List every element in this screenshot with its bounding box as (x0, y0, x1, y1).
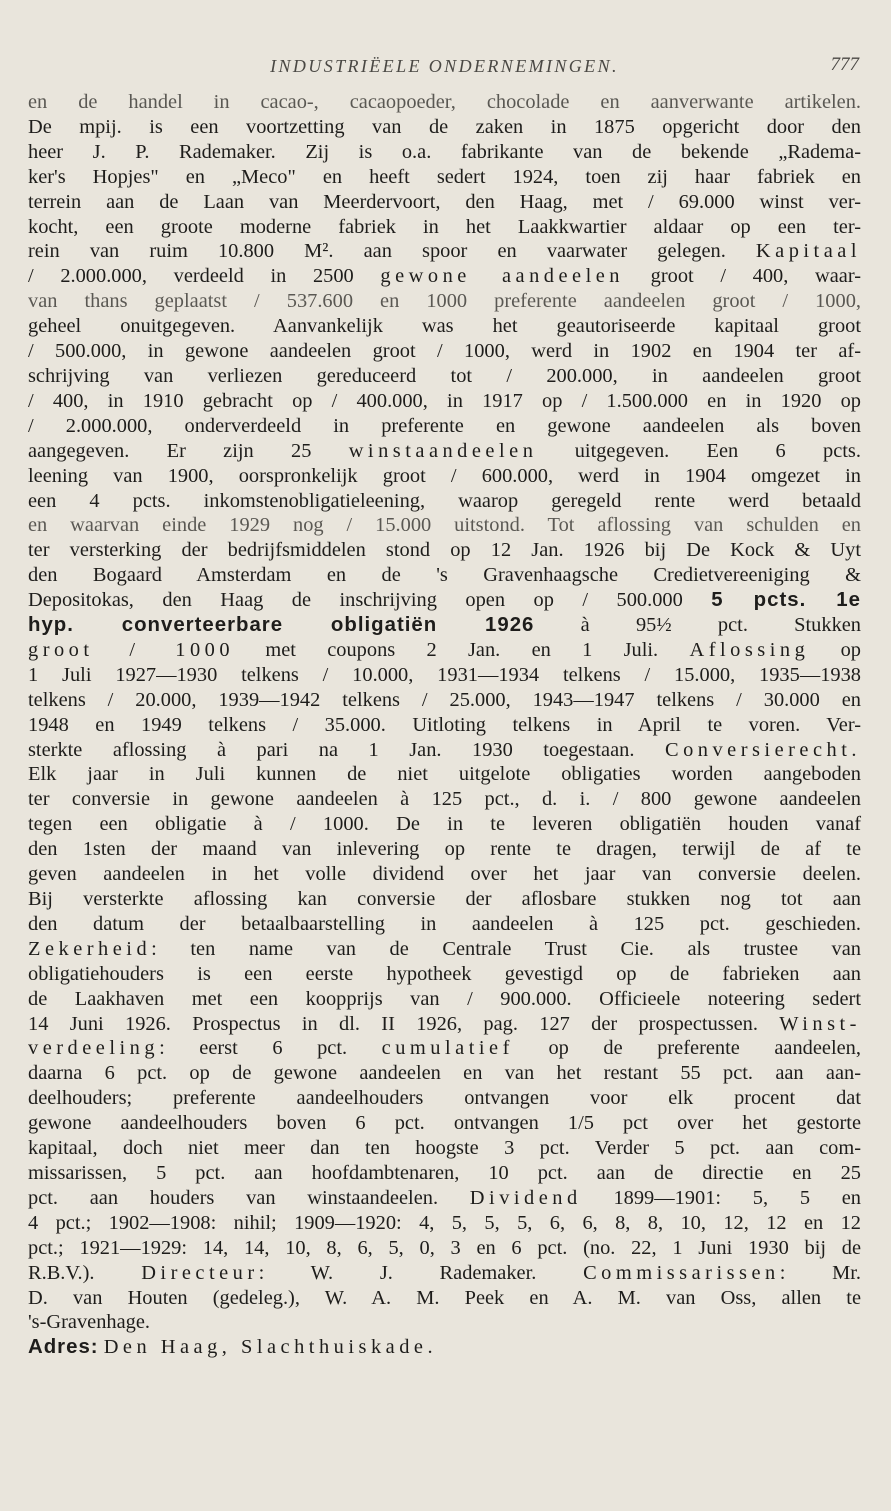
page-number: 777 (830, 54, 859, 75)
text-line: kapitaal, doch niet meer dan ten hoogste 3 pct. Verder 5 pct. aan com- (28, 1137, 861, 1160)
text-line (28, 1186, 861, 1211)
text-line: terrein aan de Laan van Meerdervoort, den Haag, met / 69.000 winst ver- (28, 190, 861, 213)
text-fragment: sterkte aflossing à pari na 1 Jan. 1930 toegestaan. (28, 738, 635, 761)
text-fragment: / 2.000.000, verdeeld in 2500 (28, 265, 354, 288)
section-label-kapitaal: Kapitaal (755, 240, 861, 263)
text-line: pct.; 1921—1929: 14, 14, 10, 8, 6, 5, 0, 3 en 6 pct. (no. 22, 1 Juni 1930 bij de (28, 1236, 861, 1259)
text-fragment: à 95½ pct. Stukken (580, 614, 862, 637)
running-head (28, 46, 861, 76)
running-head-title: INDUSTRIËELE ONDERNEMINGEN. (270, 56, 619, 76)
text-fragment: : Mr. (779, 1261, 861, 1284)
text-fragment: 14 Juni 1926. Prospectus in dl. II 1926, pag. 127 der prospectussen. (28, 1012, 758, 1035)
text-line: 's-Gravenhage. (28, 1311, 150, 1334)
text-fragment: aangegeven. Er zijn 25 (28, 439, 312, 462)
text-line (28, 588, 861, 613)
text-fragment: op de preferente aandeelen, (548, 1037, 861, 1060)
section-label-zekerheid: Zekerheid (28, 937, 152, 960)
section-label-verdeeling: verdeeling (28, 1037, 160, 1060)
text-line: kocht, een groote moderne fabriek in het Laakkwartier aldaar op een ter- (28, 215, 861, 238)
text-fragment: Depositokas, den Haag de inschrijving open op / 500.000 (28, 589, 683, 612)
text-line (28, 1012, 861, 1037)
text-fragment: R.B.V.). (28, 1261, 95, 1284)
text-line: gewone aandeelhouders boven 6 pct. ontvangen 1/5 pct over het gestorte (28, 1112, 861, 1135)
text-line: geheel onuitgegeven. Aanvankelijk was het geautoriseerde kapitaal groot (28, 315, 861, 338)
section-label-winst: Winst- (779, 1012, 861, 1035)
text-line (28, 239, 861, 264)
text-fragment: met coupons 2 Jan. en 1 Juli. (265, 638, 659, 661)
address-line (28, 1335, 861, 1360)
section-label-dividend: Dividend (469, 1186, 582, 1209)
text-line: Elk jaar in Juli kunnen de niet uitgelote obligaties worden aangeboden (28, 763, 861, 786)
section-label-aflossing: Aflossing (689, 638, 810, 661)
section-label-commissarissen: Commissarissen (583, 1261, 780, 1284)
text-line (28, 738, 861, 763)
text-line: schrijving van verliezen gereduceerd tot / 200.000, in aandeelen groot (28, 364, 861, 387)
text-line (28, 1036, 861, 1061)
text-line: en de handel in cacao-, cacaopoeder, chocolade en aanverwante artikelen. (28, 91, 861, 113)
section-label-conversierecht: Conversierecht. (664, 738, 861, 761)
text-line: geven aandeelen in het volle dividend over het jaar van conversie deelen. (28, 863, 861, 886)
text-line: heer J. P. Rademaker. Zij is o.a. fabrikante van de bekende „Radema- (28, 140, 861, 163)
text-line: missarissen, 5 pct. aan hoofdambtenaren, 10 pct. aan de directie en 25 (28, 1161, 861, 1184)
text-fragment: groot / 400, waar- (650, 265, 861, 288)
bond-heading: hyp. converteerbare obligatiën 1926 (28, 614, 535, 637)
text-line (28, 439, 861, 464)
text-line: / 500.000, in gewone aandeelen groot / 1000, werd in 1902 en 1904 ter af- (28, 340, 861, 363)
text-line: ter conversie in gewone aandeelen à 125 pct., d. i. / 800 gewone aandeelen (28, 788, 861, 811)
text-line: obligatiehouders is een eerste hypotheek gevestigd op de fabrieken aan (28, 962, 861, 985)
text-line: den Bogaard Amsterdam en de 's Gravenhaagsche Credietvereeniging & (28, 564, 861, 587)
spaced-term: groot / 1000 (28, 638, 235, 661)
text-fragment: uitgegeven. Een 6 pcts. (574, 439, 861, 462)
text-line: 1 Juli 1927—1930 telkens / 10.000, 1931—1934 telkens / 15.000, 1935—1938 (28, 663, 861, 686)
text-line: / 2.000.000, onderverdeeld in preferente en gewone aandeelen als boven (28, 414, 861, 437)
company-description (28, 90, 861, 1360)
text-line: telkens / 20.000, 1939—1942 telkens / 25.000, 1943—1947 telkens / 30.000 en (28, 688, 861, 711)
text-line (28, 613, 861, 638)
text-line: een 4 pcts. inkomstenobligatieleening, waarop geregeld rente werd betaald (28, 489, 861, 512)
text-line (28, 264, 861, 289)
text-line (28, 1261, 861, 1286)
address-label: Adres: (28, 1336, 99, 1359)
address-value: Den Haag, Slachthuiskade. (103, 1336, 438, 1359)
spaced-term: winstaandeelen (348, 439, 538, 462)
text-line: De mpij. is een voortzetting van de zaken in 1875 opgericht door den (28, 115, 861, 138)
bond-heading: 5 pcts. 1e (711, 589, 861, 612)
section-label-directeur: Directeur (141, 1261, 259, 1284)
text-fragment: op (840, 638, 861, 661)
text-line: den 1sten der maand van inlevering op rente te dragen, terwijl de af te (28, 838, 861, 861)
text-line: ker's Hopjes" en „Meco" en heeft sedert 1924, toen zij haar fabriek en (28, 165, 861, 188)
text-line (28, 638, 861, 663)
text-line: / 400, in 1910 gebracht op / 400.000, in 1917 op / 1.500.000 en in 1920 op (28, 389, 861, 412)
text-line: 4 pct.; 1902—1908: nihil; 1909—1920: 4, 5, 5, 5, 6, 6, 8, 8, 10, 12, 12 en 12 (28, 1211, 861, 1234)
text-line: den datum der betaalbaarstelling in aandeelen à 125 pct. geschieden. (28, 912, 861, 935)
text-line: tegen een obligatie à / 1000. De in te leveren obligatiën houden vanaf (28, 813, 861, 836)
text-line: ter versterking der bedrijfsmiddelen stond op 12 Jan. 1926 bij De Kock & Uyt (28, 539, 861, 562)
text-line: deelhouders; preferente aandeelhouders ontvangen voor elk procent dat (28, 1087, 861, 1110)
text-line: leening van 1900, oorspronkelijk groot / 600.000, werd in 1904 omgezet in (28, 464, 861, 487)
text-fragment: : W. J. Rademaker. (258, 1261, 537, 1284)
text-fragment: rein van ruim 10.800 M². aan spoor en vaarwater gelegen. (28, 240, 726, 263)
text-line: 1948 en 1949 telkens / 35.000. Uitloting telkens in April te voren. Ver- (28, 713, 861, 736)
text-fragment: : eerst 6 pct. (159, 1037, 348, 1060)
text-line: D. van Houten (gedeleg.), W. A. M. Peek en A. M. van Oss, allen te (28, 1286, 861, 1309)
spaced-term: gewone aandeelen (380, 265, 624, 288)
text-fragment: pct. aan houders van winstaandeelen. (28, 1186, 439, 1209)
text-line: Bij versterkte aflossing kan conversie der aflosbare stukken nog tot aan (28, 888, 861, 910)
text-line (28, 937, 861, 962)
text-line: de Laakhaven met een koopprijs van / 900.000. Officieele noteering sedert (28, 987, 861, 1010)
text-line: daarna 6 pct. op de gewone aandeelen en van het restant 55 pct. aan aan- (28, 1062, 861, 1085)
text-fragment: : ten name van de Centrale Trust Cie. als trustee van (151, 937, 861, 960)
text-fragment: 1899—1901: 5, 5 en (613, 1186, 861, 1209)
spaced-term: cumulatief (381, 1037, 514, 1060)
text-line: en waarvan einde 1929 nog / 15.000 uitstond. Tot aflossing van schulden en (28, 514, 861, 537)
text-line: van thans geplaatst / 537.600 en 1000 preferente aandeelen groot / 1000, (28, 290, 861, 313)
